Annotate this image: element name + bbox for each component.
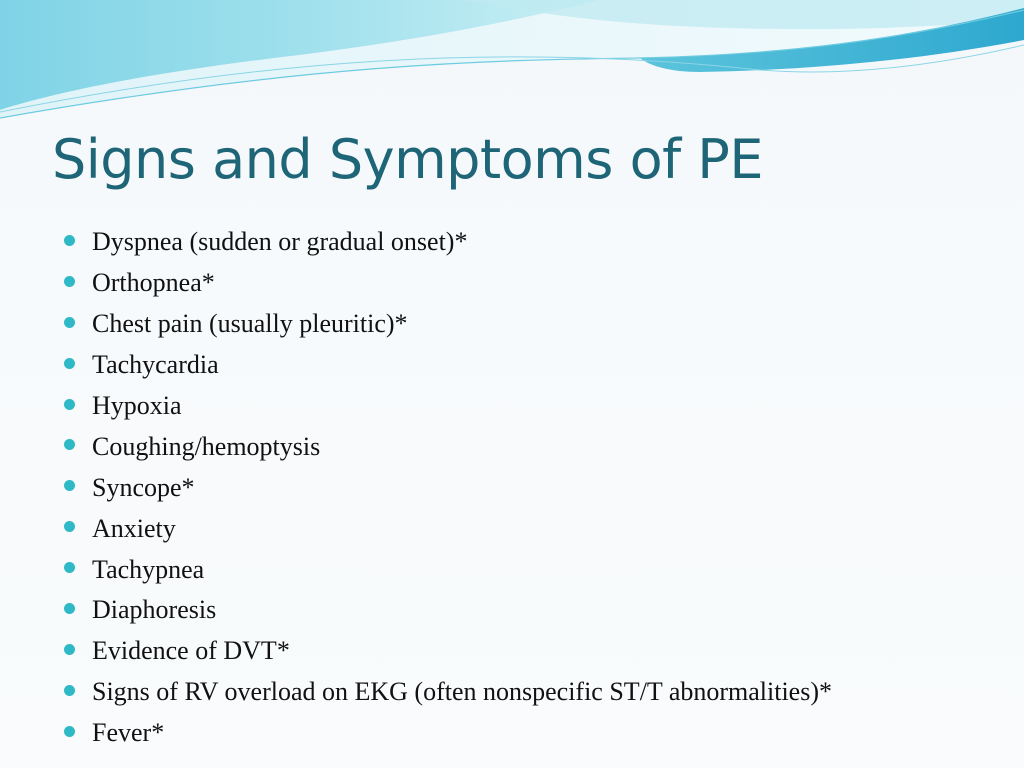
list-item bbox=[64, 263, 832, 304]
list-item-text: Evidence of DVT* bbox=[92, 636, 290, 666]
list-item bbox=[64, 386, 832, 427]
list-item-text: Hypoxia bbox=[92, 391, 182, 420]
list-item-text: Orthopnea* bbox=[92, 268, 215, 298]
list-item bbox=[64, 426, 832, 467]
bullet-list bbox=[64, 222, 832, 754]
list-item bbox=[64, 467, 832, 508]
list-item bbox=[64, 590, 832, 631]
list-item-text: Diaphoresis bbox=[92, 595, 217, 625]
list-item bbox=[64, 549, 832, 590]
bullet-dot-icon bbox=[64, 644, 75, 655]
wave-header-decoration bbox=[0, 0, 1024, 130]
list-item-text: Syncope* bbox=[92, 472, 195, 502]
list-item bbox=[64, 631, 832, 672]
bullet-dot-icon bbox=[64, 439, 75, 450]
list-item-text: Dyspnea (sudden or gradual onset)* bbox=[92, 227, 468, 257]
bullet-dot-icon bbox=[64, 603, 75, 614]
list-item-text: Chest pain (usually pleuritic)* bbox=[92, 309, 408, 339]
list-item-text: Coughing/hemoptysis bbox=[92, 431, 321, 461]
bullet-dot-icon bbox=[64, 480, 75, 491]
list-item bbox=[64, 713, 832, 754]
bullet-dot-icon bbox=[64, 521, 75, 532]
list-item bbox=[64, 304, 832, 345]
bullet-dot-icon bbox=[64, 235, 75, 246]
list-item-text: Anxiety bbox=[92, 513, 176, 543]
list-item-text: Signs of RV overload on EKG (often nonspecific ST/T abnormalities)* bbox=[92, 677, 832, 707]
list-item-text: Fever* bbox=[92, 718, 165, 748]
list-item-text: Tachypnea bbox=[92, 554, 205, 584]
list-item-text: Tachycardia bbox=[92, 350, 219, 380]
slide-title: Signs and Symptoms of PE bbox=[52, 128, 763, 191]
bullet-dot-icon bbox=[64, 726, 75, 737]
list-item bbox=[64, 508, 832, 549]
list-item bbox=[64, 345, 832, 386]
bullet-dot-icon bbox=[64, 399, 75, 410]
bullet-dot-icon bbox=[64, 685, 75, 696]
bullet-dot-icon bbox=[64, 276, 75, 287]
bullet-dot-icon bbox=[64, 317, 75, 328]
bullet-dot-icon bbox=[64, 358, 75, 369]
list-item bbox=[64, 222, 832, 263]
list-item bbox=[64, 672, 832, 713]
bullet-dot-icon bbox=[64, 562, 75, 573]
